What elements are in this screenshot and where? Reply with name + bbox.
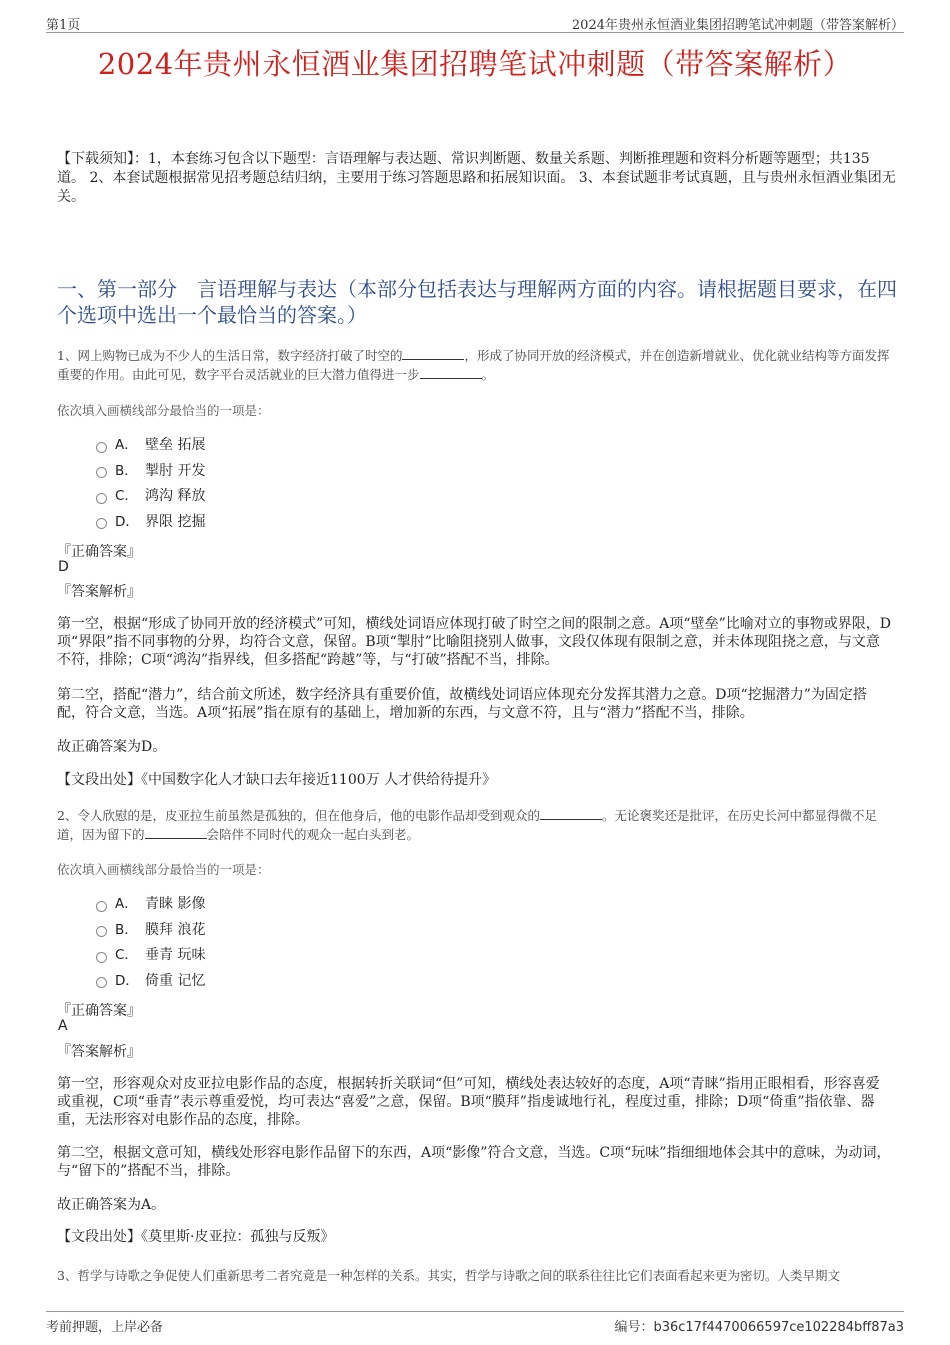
page-title: 2024年贵州永恒酒业集团招聘笔试冲刺题（带答案解析） (97, 47, 853, 81)
fill-blank (402, 348, 464, 360)
radio-icon[interactable] (96, 467, 107, 478)
radio-icon[interactable] (96, 493, 107, 504)
question-2-text: 2、令人欣慰的是，皮亚拉生前虽然是孤独的，但在他身后，他的电影作品却受到观众的 。无论褒奖还是批评，在历史长河中都显得微不足道，因为留下的 会陪伴不同时代的观众一起白头到老。 (57, 808, 877, 842)
question-2-instruction: 依次填入画横线部分最恰当的一项是： (57, 862, 270, 877)
analysis-conclusion: 故正确答案为A。 (57, 1197, 166, 1213)
section-title: 一、第一部分 言语理解与表达（本部分包括表达与理解两方面的内容。请根据题目要求，在四个选项中选出一个最恰当的答案。） (57, 277, 897, 327)
page-header (46, 14, 904, 33)
header-doc-title: 2024年贵州永恒酒业集团招聘笔试冲刺题（带答案解析） (571, 18, 904, 33)
question-1-instruction: 依次填入画横线部分最恰当的一项是： (57, 403, 270, 418)
page-number: 第1页 (46, 18, 81, 33)
analysis-paragraph: 第二空，搭配“潜力”，结合前文所述，数字经济具有重要价值，故横线处词语应体现充分发挥其潜力之意。D项“挖掘潜力”为固定搭配，符合文意，当选。A项“拓展”指在原有的基础上，增加新的东西，与文意不符，且与“潜力”搭配不当，排除。 (57, 687, 867, 721)
radio-icon[interactable] (96, 518, 107, 529)
radio-icon[interactable] (96, 977, 107, 988)
footer-code: 编号：b36c17f4470066597ce102284bff87a3 (614, 1320, 904, 1335)
analysis-paragraph: 第一空，形容观众对皮亚拉电影作品的态度，根据转折关联词“但”可知，横线处表达较好的态度，A项“青睐”指用正眼相看，形容喜爱或重视，C项“垂青”表示尊重爱悦，均可表达“喜爱”之意，保留。B项“膜拜”指虔诚地行礼，程度过重，排除；D项“倚重”指依靠、器重，无法形容对电影作品的态度，排除。 (57, 1076, 880, 1128)
option-b[interactable]: B． 膜拜 浪花 (96, 918, 205, 944)
download-notice: 【下载须知】：1，本套练习包含以下题型：言语理解与表达题、常识判断题、数量关系题、判断推理题和资料分析题等题型；共135道。 2、本套试题根据常见招考题总结归纳，主要用于练习答题思路和拓展知识面。 3、本套试题非考试真题，且与贵州永恒酒业集团无关。 (57, 151, 896, 205)
option-b[interactable]: B． 掣肘 开发 (96, 459, 205, 485)
fill-blank (145, 827, 207, 839)
analysis-paragraph: 第一空，根据“形成了协同开放的经济模式”可知，横线处词语应体现打破了时空之间的限制之意。A项“壁垒”比喻对立的事物或界限，D项“界限”指不同事物的分界，均符合文意，保留。B项“掣肘”比喻阻挠别人做事，文段仅体现有限制之意，并未体现阻挠之意，与文意不符，排除；C项“鸿沟”指界线，但多搭配“跨越”等，与“打破”搭配不当，排除。 (57, 616, 891, 668)
source-citation: 【文段出处】《中国数字化人才缺口去年接近1100万 人才供给待提升》 (57, 772, 497, 788)
option-c[interactable]: C． 鸿沟 释放 (96, 484, 205, 510)
radio-icon[interactable] (96, 901, 107, 912)
question-3-text: 3、哲学与诗歌之争促使人们重新思考二者究竟是一种怎样的关系。其实，哲学与诗歌之间的联系往往比它们表面看起来更为密切。人类早期文 (57, 1268, 840, 1283)
source-citation: 【文段出处】《莫里斯·皮亚拉：孤独与反叛》 (57, 1229, 335, 1245)
answer-label: 『正确答案』 (57, 544, 141, 560)
fill-blank (540, 808, 602, 820)
question-1-text: 1、网上购物已成为不少人的生活日常，数字经济打破了时空的 ，形成了协同开放的经济模式，并在创造新增就业、优化就业结构等方面发挥重要的作用。由此可见，数字平台灵活就业的巨大潜力值得进一步 。 (57, 348, 890, 382)
option-c[interactable]: C． 垂青 玩味 (96, 943, 205, 969)
option-d[interactable]: D． 界限 挖掘 (96, 510, 205, 536)
analysis-label: 『答案解析』 (57, 1044, 141, 1060)
option-a[interactable]: A． 青睐 影像 (96, 892, 205, 918)
radio-icon[interactable] (96, 442, 107, 453)
page-footer (46, 1311, 904, 1334)
analysis-conclusion: 故正确答案为D。 (57, 739, 167, 755)
fill-blank (420, 367, 482, 379)
option-a[interactable]: A． 壁垒 拓展 (96, 433, 205, 459)
footer-slogan: 考前押题，上岸必备 (46, 1320, 164, 1335)
answer-value: A (58, 1018, 68, 1034)
answer-value: D (58, 559, 69, 575)
radio-icon[interactable] (96, 952, 107, 963)
answer-label: 『正确答案』 (57, 1003, 141, 1019)
analysis-label: 『答案解析』 (57, 584, 141, 600)
question-1-options (96, 433, 205, 535)
analysis-paragraph: 第二空，根据文意可知，横线处形容电影作品留下的东西，A项“影像”符合文意，当选。C项“玩味”指细细地体会其中的意味，为动词，与“留下的”搭配不当，排除。 (57, 1145, 891, 1179)
radio-icon[interactable] (96, 926, 107, 937)
option-d[interactable]: D． 倚重 记忆 (96, 969, 205, 995)
question-2-options (96, 892, 205, 994)
